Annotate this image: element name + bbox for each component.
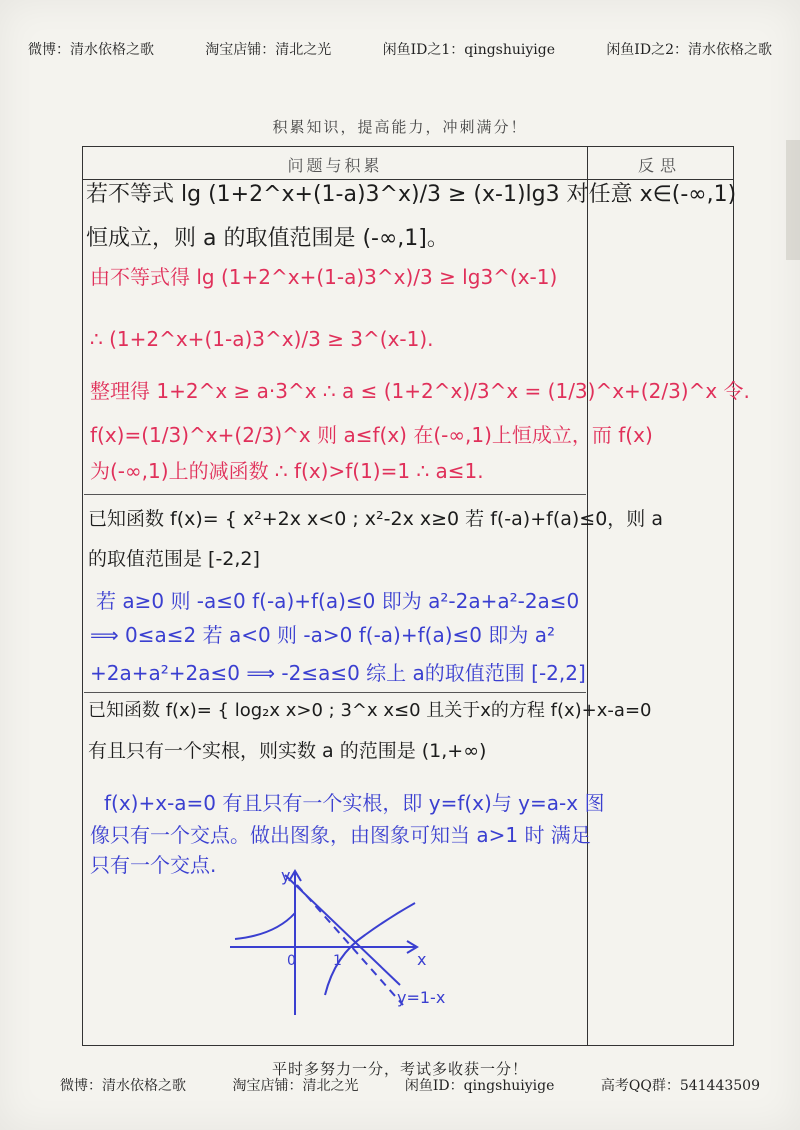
problem-1-question-line-1: 若不等式 lg (1+2^x+(1-a)3^x)/3 ≥ (x-1)lg3 对任意 x∈(-∞,1) [86, 182, 737, 207]
problem-2-question-line-1: 已知函数 f(x)= { x²+2x x<0 ; x²-2x x≥0 若 f(-a)+f(a)≤0，则 a [88, 508, 663, 530]
problem-2-solution-line-3: +2a+a²+2a≤0 ⟹ -2≤a≤0 综上 a的取值范围 [-2,2] [90, 661, 586, 685]
graph-y-label: y [281, 866, 291, 885]
footer-xianyu: 闲鱼ID：qingshuiyige [404, 1078, 555, 1094]
problem-1-solution-line-1: 由不等式得 lg (1+2^x+(1-a)3^x)/3 ≥ lg3^(x-1) [90, 265, 558, 289]
header-reflection: 反思 [637, 156, 682, 175]
problem-1-solution-line-2: ∴ (1+2^x+(1-a)3^x)/3 ≥ 3^(x-1). [90, 327, 434, 351]
log-curve [325, 903, 415, 995]
problem-1-solution-line-3: 整理得 1+2^x ≥ a·3^x ∴ a ≤ (1+2^x)/3^x = (1/3)^x+(2/3)^x 令. [90, 379, 750, 403]
footer-qq: 高考QQ群：541443509 [600, 1078, 760, 1094]
problem-3-solution-line-3: 只有一个交点. [90, 853, 217, 877]
page-edge-tab [786, 140, 800, 260]
header-xianyu-2: 闲鱼ID之2：清水依格之歌 [606, 42, 772, 58]
problem-2-solution-line-2: ⟹ 0≤a≤2 若 a<0 则 -a>0 f(-a)+f(a)≤0 即为 a² [90, 623, 555, 647]
exp-curve [235, 913, 295, 939]
problem-separator-1 [84, 494, 586, 495]
header-xianyu-1: 闲鱼ID之1：qingshuiyige [382, 42, 556, 58]
graph-line-label: y=1-x [397, 988, 446, 1007]
footer-weibo: 微博：清水依格之歌 [60, 1078, 186, 1094]
problem-3-question-line-2: 有且只有一个实根，则实数 a 的范围是 (1,+∞) [88, 740, 487, 762]
footer-bar [60, 1074, 760, 1096]
problem-3-question-line-1: 已知函数 f(x)= { log₂x x>0 ; 3^x x≤0 且关于x的方程 f(x)+x-a=0 [88, 700, 652, 721]
problem-1-solution-line-4: f(x)=(1/3)^x+(2/3)^x 则 a≤f(x) 在(-∞,1)上恒成立，而 f(x) [90, 423, 653, 447]
problem-1-question-line-2: 恒成立，则 a 的取值范围是 (-∞,1]。 [86, 226, 449, 251]
problem-3-solution-line-1: f(x)+x-a=0 有且只有一个实根，即 y=f(x)与 y=a-x 图 [104, 791, 605, 815]
table-header-row [83, 147, 733, 180]
problem-1-solution-line-5: 为(-∞,1)上的减函数 ∴ f(x)>f(1)=1 ∴ a≤1. [90, 459, 484, 483]
footer-motto: 平时多努力一分，考试多收获一分！ [271, 1060, 528, 1078]
column-divider [587, 147, 588, 1045]
line-a-minus-x [285, 875, 400, 985]
sketch-graph [225, 865, 475, 1025]
problem-separator-2 [84, 692, 586, 693]
page-motto: 积累知识，提高能力，冲刺满分！ [272, 118, 528, 136]
footer-taobao: 淘宝店铺：清北之光 [232, 1078, 359, 1094]
graph-origin-label: 0 [287, 953, 296, 969]
graph-x-label: x [417, 950, 427, 969]
graph-one-label: 1 [333, 953, 342, 969]
problem-2-solution-line-1: 若 a≥0 则 -a≤0 f(-a)+f(a)≤0 即为 a²-2a+a²-2a≤0 [96, 589, 580, 613]
problem-3-solution-line-2: 像只有一个交点。做出图象，由图象可知当 a>1 时 满足 [90, 823, 591, 847]
header-weibo: 微博：清水依格之歌 [28, 42, 154, 58]
problem-2-question-line-2: 的取值范围是 [-2,2] [88, 548, 260, 570]
header-taobao: 淘宝店铺：清北之光 [205, 42, 332, 58]
header-questions: 问题与积累 [287, 156, 383, 175]
header-bar [28, 38, 772, 60]
